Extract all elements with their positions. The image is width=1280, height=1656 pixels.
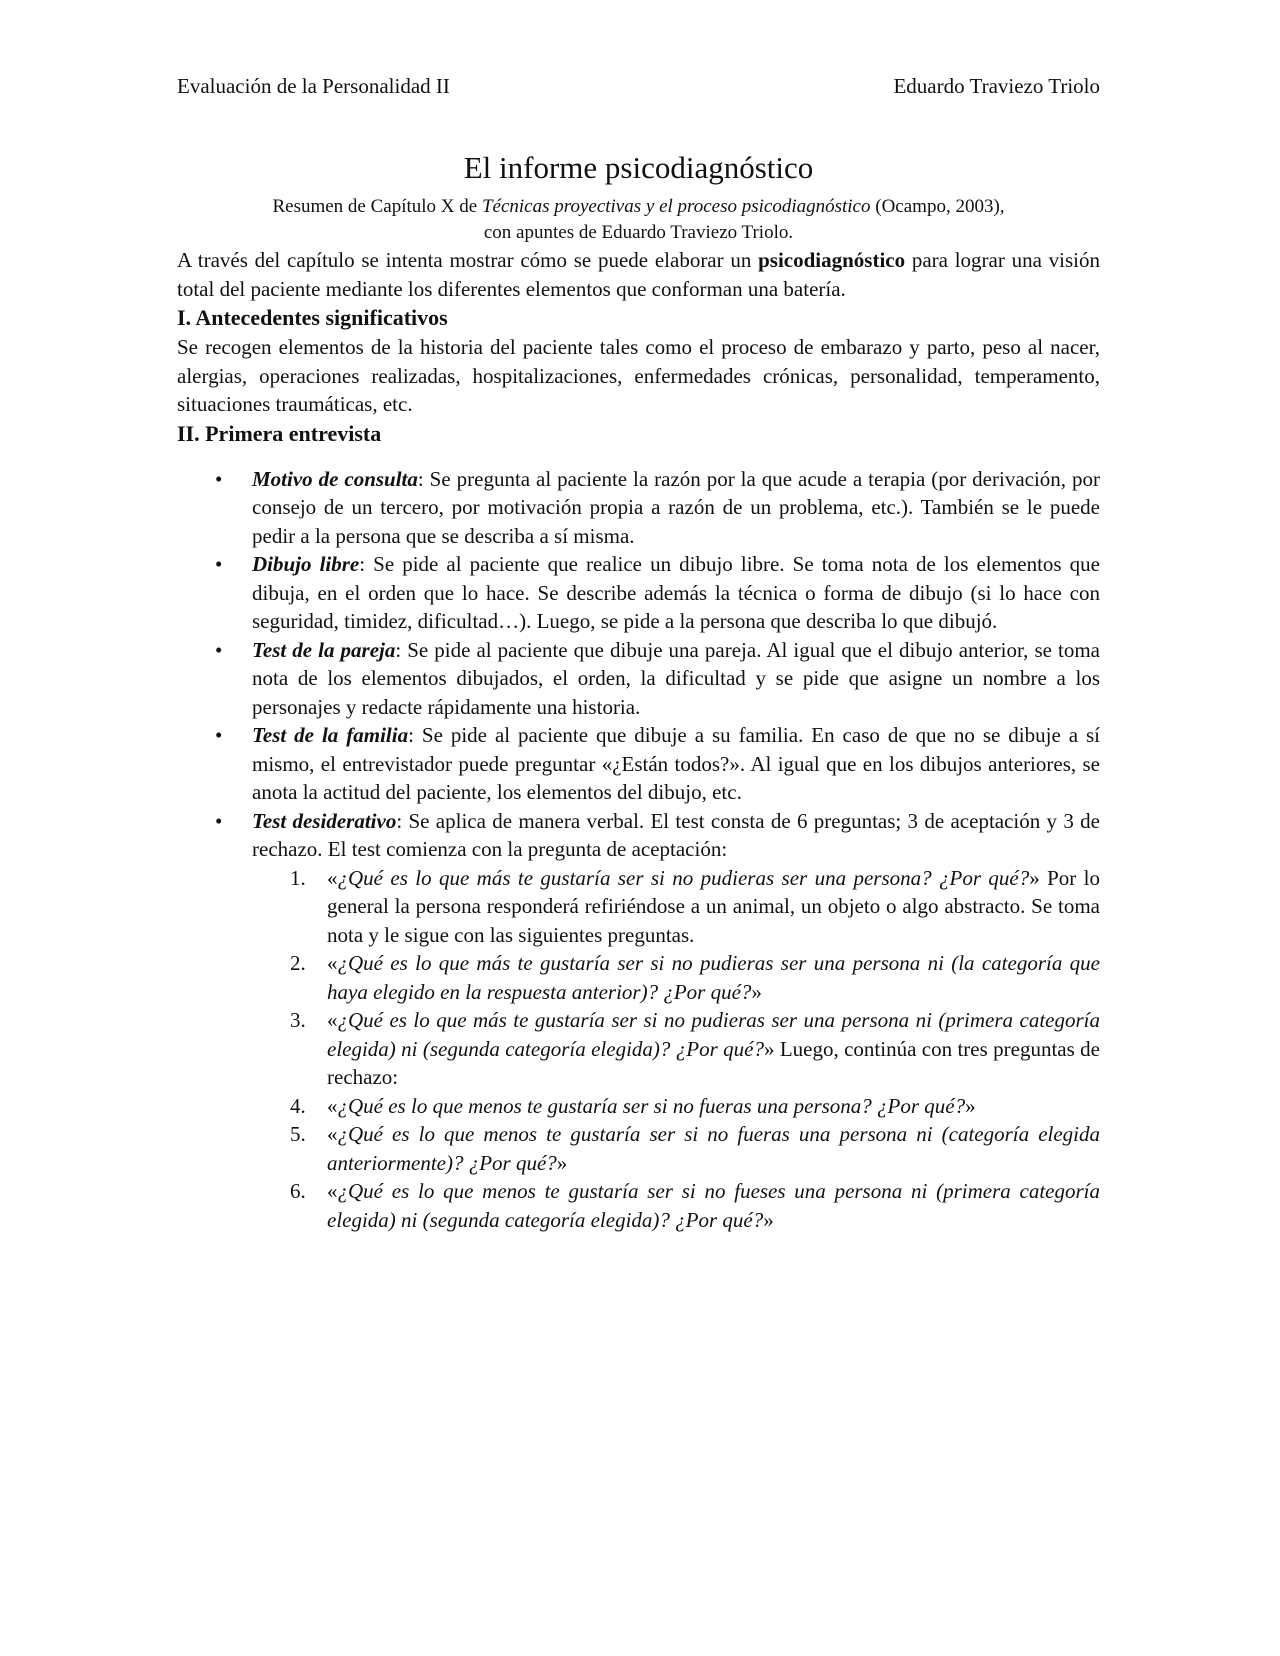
quote-open: «: [327, 1122, 338, 1146]
quote-close: »: [751, 979, 762, 1004]
list-item: [215, 807, 1100, 1235]
list-item: [215, 636, 1100, 722]
bullet-icon: •: [215, 637, 223, 662]
item-term: Motivo de consulta: [252, 466, 418, 491]
quote-close: »: [1029, 865, 1040, 890]
list-item: [215, 550, 1100, 636]
question-text: ¿Qué es lo que más te gustaría ser si no pudieras ser una persona ni (la categoría que haya elegido en la respuesta anterior)? ¿Por qué?: [327, 951, 1100, 1004]
question-item: [290, 1120, 1100, 1177]
quote-close: »: [556, 1150, 568, 1175]
quote-close: »: [965, 1093, 976, 1118]
interview-items-list: [177, 465, 1100, 1235]
question-number: 2.: [290, 951, 306, 975]
question-text: ¿Qué es lo que menos te gustaría ser si no fueras una persona? ¿Por qué?: [337, 1093, 966, 1118]
document-title: El informe psicodiagnóstico: [463, 150, 814, 185]
intro-paragraph: [177, 246, 1100, 303]
intro-bold-term: psicodiagnóstico: [758, 248, 906, 272]
header-course-title: Evaluación de la Personalidad II: [177, 74, 450, 98]
quote-open: «: [327, 1008, 338, 1032]
question-number: 6.: [290, 1179, 306, 1203]
item-text: : Se pide al paciente que dibuje a su familia. En caso de que no se dibuje a sí mismo, el entrevistador puede preguntar «¿Están todos?». Al igual que en los dibujos anteriores, se anota la actitud del paciente, los elementos del dibujo, etc.: [252, 723, 1101, 804]
item-term: Test desiderativo: [252, 808, 397, 833]
bullet-icon: •: [215, 552, 223, 576]
item-text: : Se pide al paciente que dibuje una pareja. Al igual que el dibujo anterior, se toma nota de los elementos dibujados, el orden, la dificultad y se pide que asigne un nombre a los personajes y redacte rápidamente una historia.: [252, 637, 1100, 719]
item-term: Dibujo libre: [252, 552, 360, 576]
item-text: : Se aplica de manera verbal. El test consta de 6 preguntas; 3 de aceptación y 3 de rechazo. El test comienza con la pregunta de aceptación:: [252, 808, 1100, 861]
question-item: [290, 1006, 1100, 1092]
item-text: : Se pide al paciente que realice un dibujo libre. Se toma nota de los elementos que dibuja, en el orden que lo hace. Se describe además la técnica o forma de dibujo (si lo hace con seguridad, timidez, dificultad…). Luego, se pide a la persona que describa lo que dibujó.: [252, 552, 1100, 633]
item-term: Test de la familia: [252, 723, 409, 747]
subtitle-book-title: Técnicas proyectivas y el proceso psicodiagnóstico: [481, 196, 871, 217]
list-item: [215, 465, 1100, 551]
header-author: Eduardo Traviezo Triolo: [893, 74, 1100, 98]
question-number: 5.: [290, 1122, 306, 1146]
subtitle-line2: con apuntes de Eduardo Traviezo Triolo.: [483, 222, 794, 243]
bullet-icon: •: [215, 466, 223, 491]
question-note: Luego, continúa con tres preguntas de rechazo:: [327, 1036, 1100, 1089]
bullet-icon: •: [215, 808, 223, 833]
intro-text-after: para lograr una visión total del paciente mediante los diferentes elementos que conforman una batería.: [177, 248, 1100, 301]
question-number: 3.: [290, 1008, 306, 1032]
question-item: [290, 1092, 1100, 1121]
question-text: ¿Qué es lo que más te gustaría ser si no pudieras ser una persona ni (primera categoría elegida) ni (segunda categoría elegida)? ¿Por qué?: [327, 1008, 1100, 1061]
question-text: ¿Qué es lo que menos te gustaría ser si no fueras una persona ni (categoría elegida anteriormente)? ¿Por qué?: [327, 1122, 1100, 1175]
question-text: ¿Qué es lo que menos te gustaría ser si no fueses una persona ni (primera categoría elegida) ni (segunda categoría elegida)? ¿Por qué?: [327, 1179, 1100, 1232]
subtitle-suffix: (Ocampo, 2003),: [870, 196, 1005, 217]
section-2-heading: II. Primera entrevista: [177, 420, 382, 446]
subtitle-prefix: Resumen de Capítulo X de: [272, 196, 482, 217]
section-1-paragraph: Se recogen elementos de la historia del paciente tales como el proceso de embarazo y parto, peso al nacer, alergias, operaciones realizadas, hospitalizaciones, enfermedades crónicas, personalidad, temperamento, situaciones traumáticas, etc.: [177, 335, 1100, 416]
question-item: [290, 1177, 1100, 1234]
bullet-icon: •: [215, 723, 223, 747]
section-1-heading: I. Antecedentes significativos: [177, 305, 448, 330]
document-subtitle: [177, 194, 1100, 246]
quote-open: «: [327, 1093, 338, 1118]
intro-text-before: A través del capítulo se intenta mostrar cómo se puede elaborar un: [177, 248, 759, 272]
quote-close: »: [763, 1207, 774, 1232]
item-term: Test de la pareja: [252, 637, 396, 662]
question-text: ¿Qué es lo que más te gustaría ser si no pudieras ser una persona? ¿Por qué?: [337, 865, 1030, 890]
quote-close: »: [763, 1036, 775, 1061]
desiderative-questions-list: [252, 864, 1100, 1235]
question-number: 4.: [290, 1093, 306, 1118]
question-number: 1.: [290, 865, 306, 890]
running-header: [177, 72, 1100, 100]
question-note: Por lo general la persona responderá refiriéndose a un animal, un objeto o algo abstracto. Se toma nota y le sigue con las siguientes preguntas.: [327, 865, 1100, 947]
question-item: [290, 864, 1100, 950]
title-block: [177, 148, 1100, 246]
item-text: : Se pregunta al paciente la razón por la que acude a terapia (por derivación, por consejo de un tercero, por motivación propia a razón de un problema, etc.). También se le puede pedir a la persona que se describa a sí misma.: [252, 466, 1100, 548]
question-item: [290, 949, 1100, 1006]
list-item: [215, 721, 1101, 807]
quote-open: «: [327, 1179, 338, 1203]
quote-open: «: [327, 951, 338, 975]
quote-open: «: [327, 865, 338, 890]
